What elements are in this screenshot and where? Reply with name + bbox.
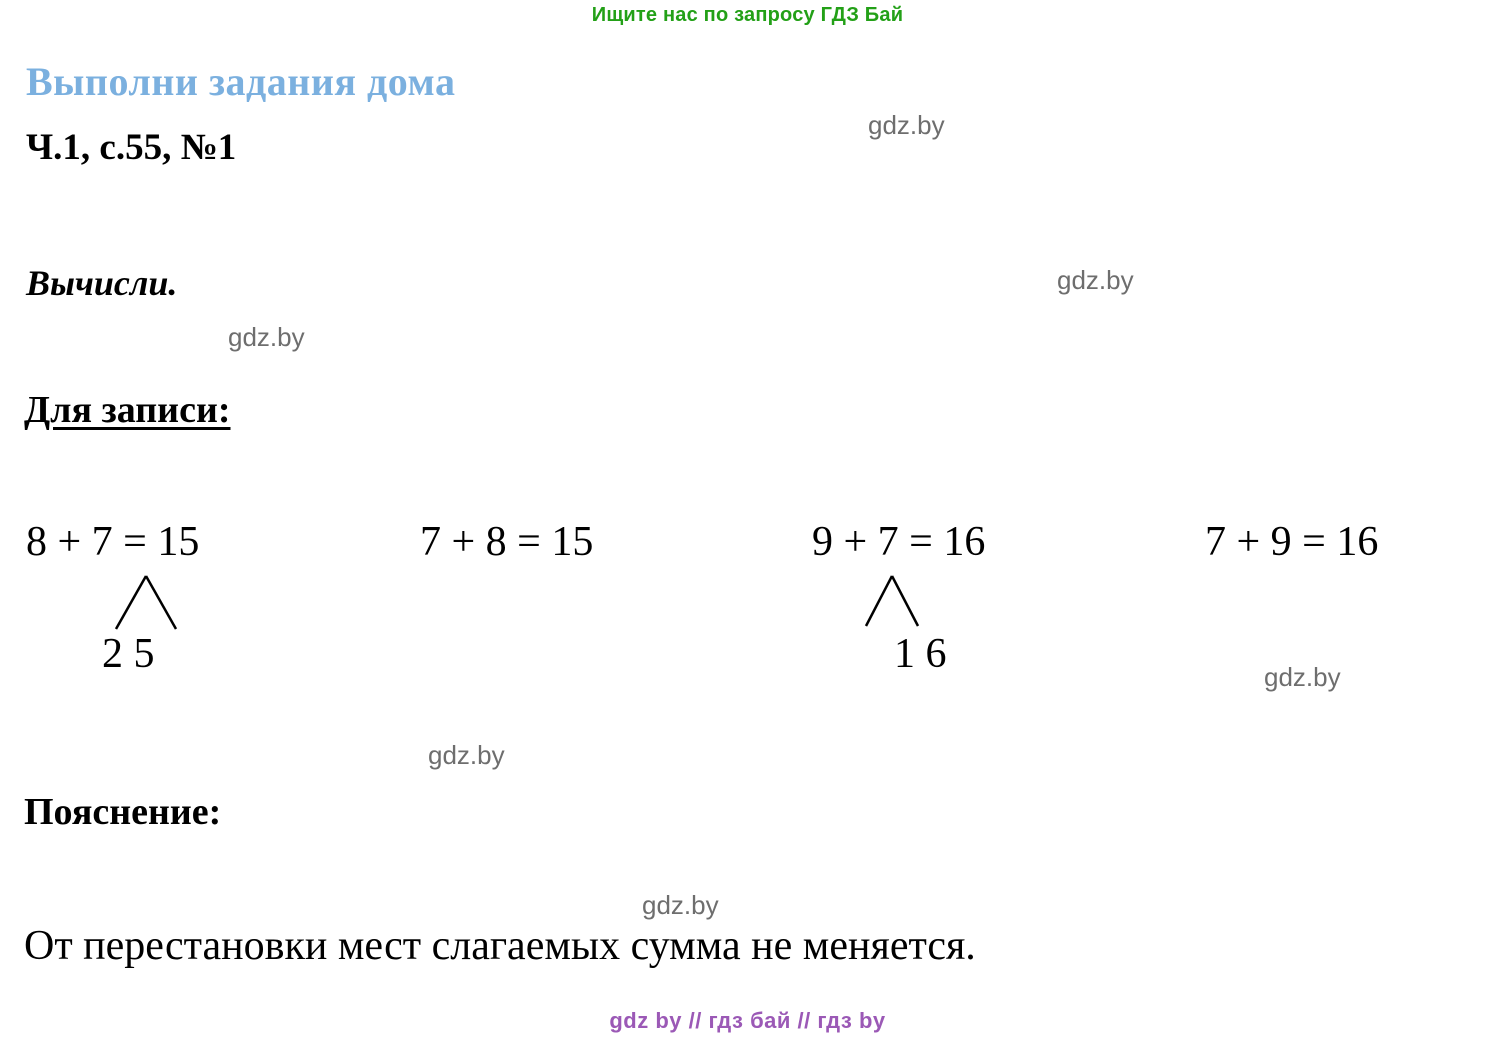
addend-split-lines	[106, 574, 196, 634]
task-instruction: Вычисли.	[26, 263, 178, 303]
exercise-reference: Ч.1, с.55, №1	[26, 127, 237, 168]
split-branch-icon	[106, 574, 196, 634]
equation-group-3	[812, 518, 986, 677]
watermark: gdz.by	[228, 322, 305, 352]
watermark: gdz.by	[642, 890, 719, 920]
equation-text: 7 + 8 = 15	[420, 519, 594, 565]
addend-split-lines	[852, 574, 942, 634]
explanation-label: Пояснение:	[24, 791, 222, 833]
watermark: gdz.by	[428, 740, 505, 770]
promo-banner: Ищите нас по запросу ГДЗ Бай	[591, 4, 904, 26]
watermark: gdz.by	[1264, 662, 1341, 692]
split-numbers: 1 6	[894, 631, 947, 677]
explanation-text: От перестановки мест слагаемых сумма не меняется.	[24, 923, 976, 969]
equation-text: 7 + 9 = 16	[1205, 519, 1379, 565]
split-numbers: 2 5	[102, 631, 155, 677]
page-title: Выполни задания дома	[26, 59, 456, 104]
watermark: gdz.by	[1057, 265, 1134, 295]
equation-text: 8 + 7 = 15	[26, 519, 200, 565]
equation-group-4	[1205, 518, 1378, 566]
equation-text: 9 + 7 = 16	[812, 519, 986, 565]
watermark: gdz.by	[868, 110, 945, 140]
split-branch-icon	[852, 574, 942, 634]
footer-links: gdz by // гдз бай // гдз by	[609, 1008, 886, 1033]
equation-group-2	[420, 518, 593, 566]
equation-group-1	[26, 518, 200, 677]
for-record-label: Для записи:	[24, 389, 231, 431]
